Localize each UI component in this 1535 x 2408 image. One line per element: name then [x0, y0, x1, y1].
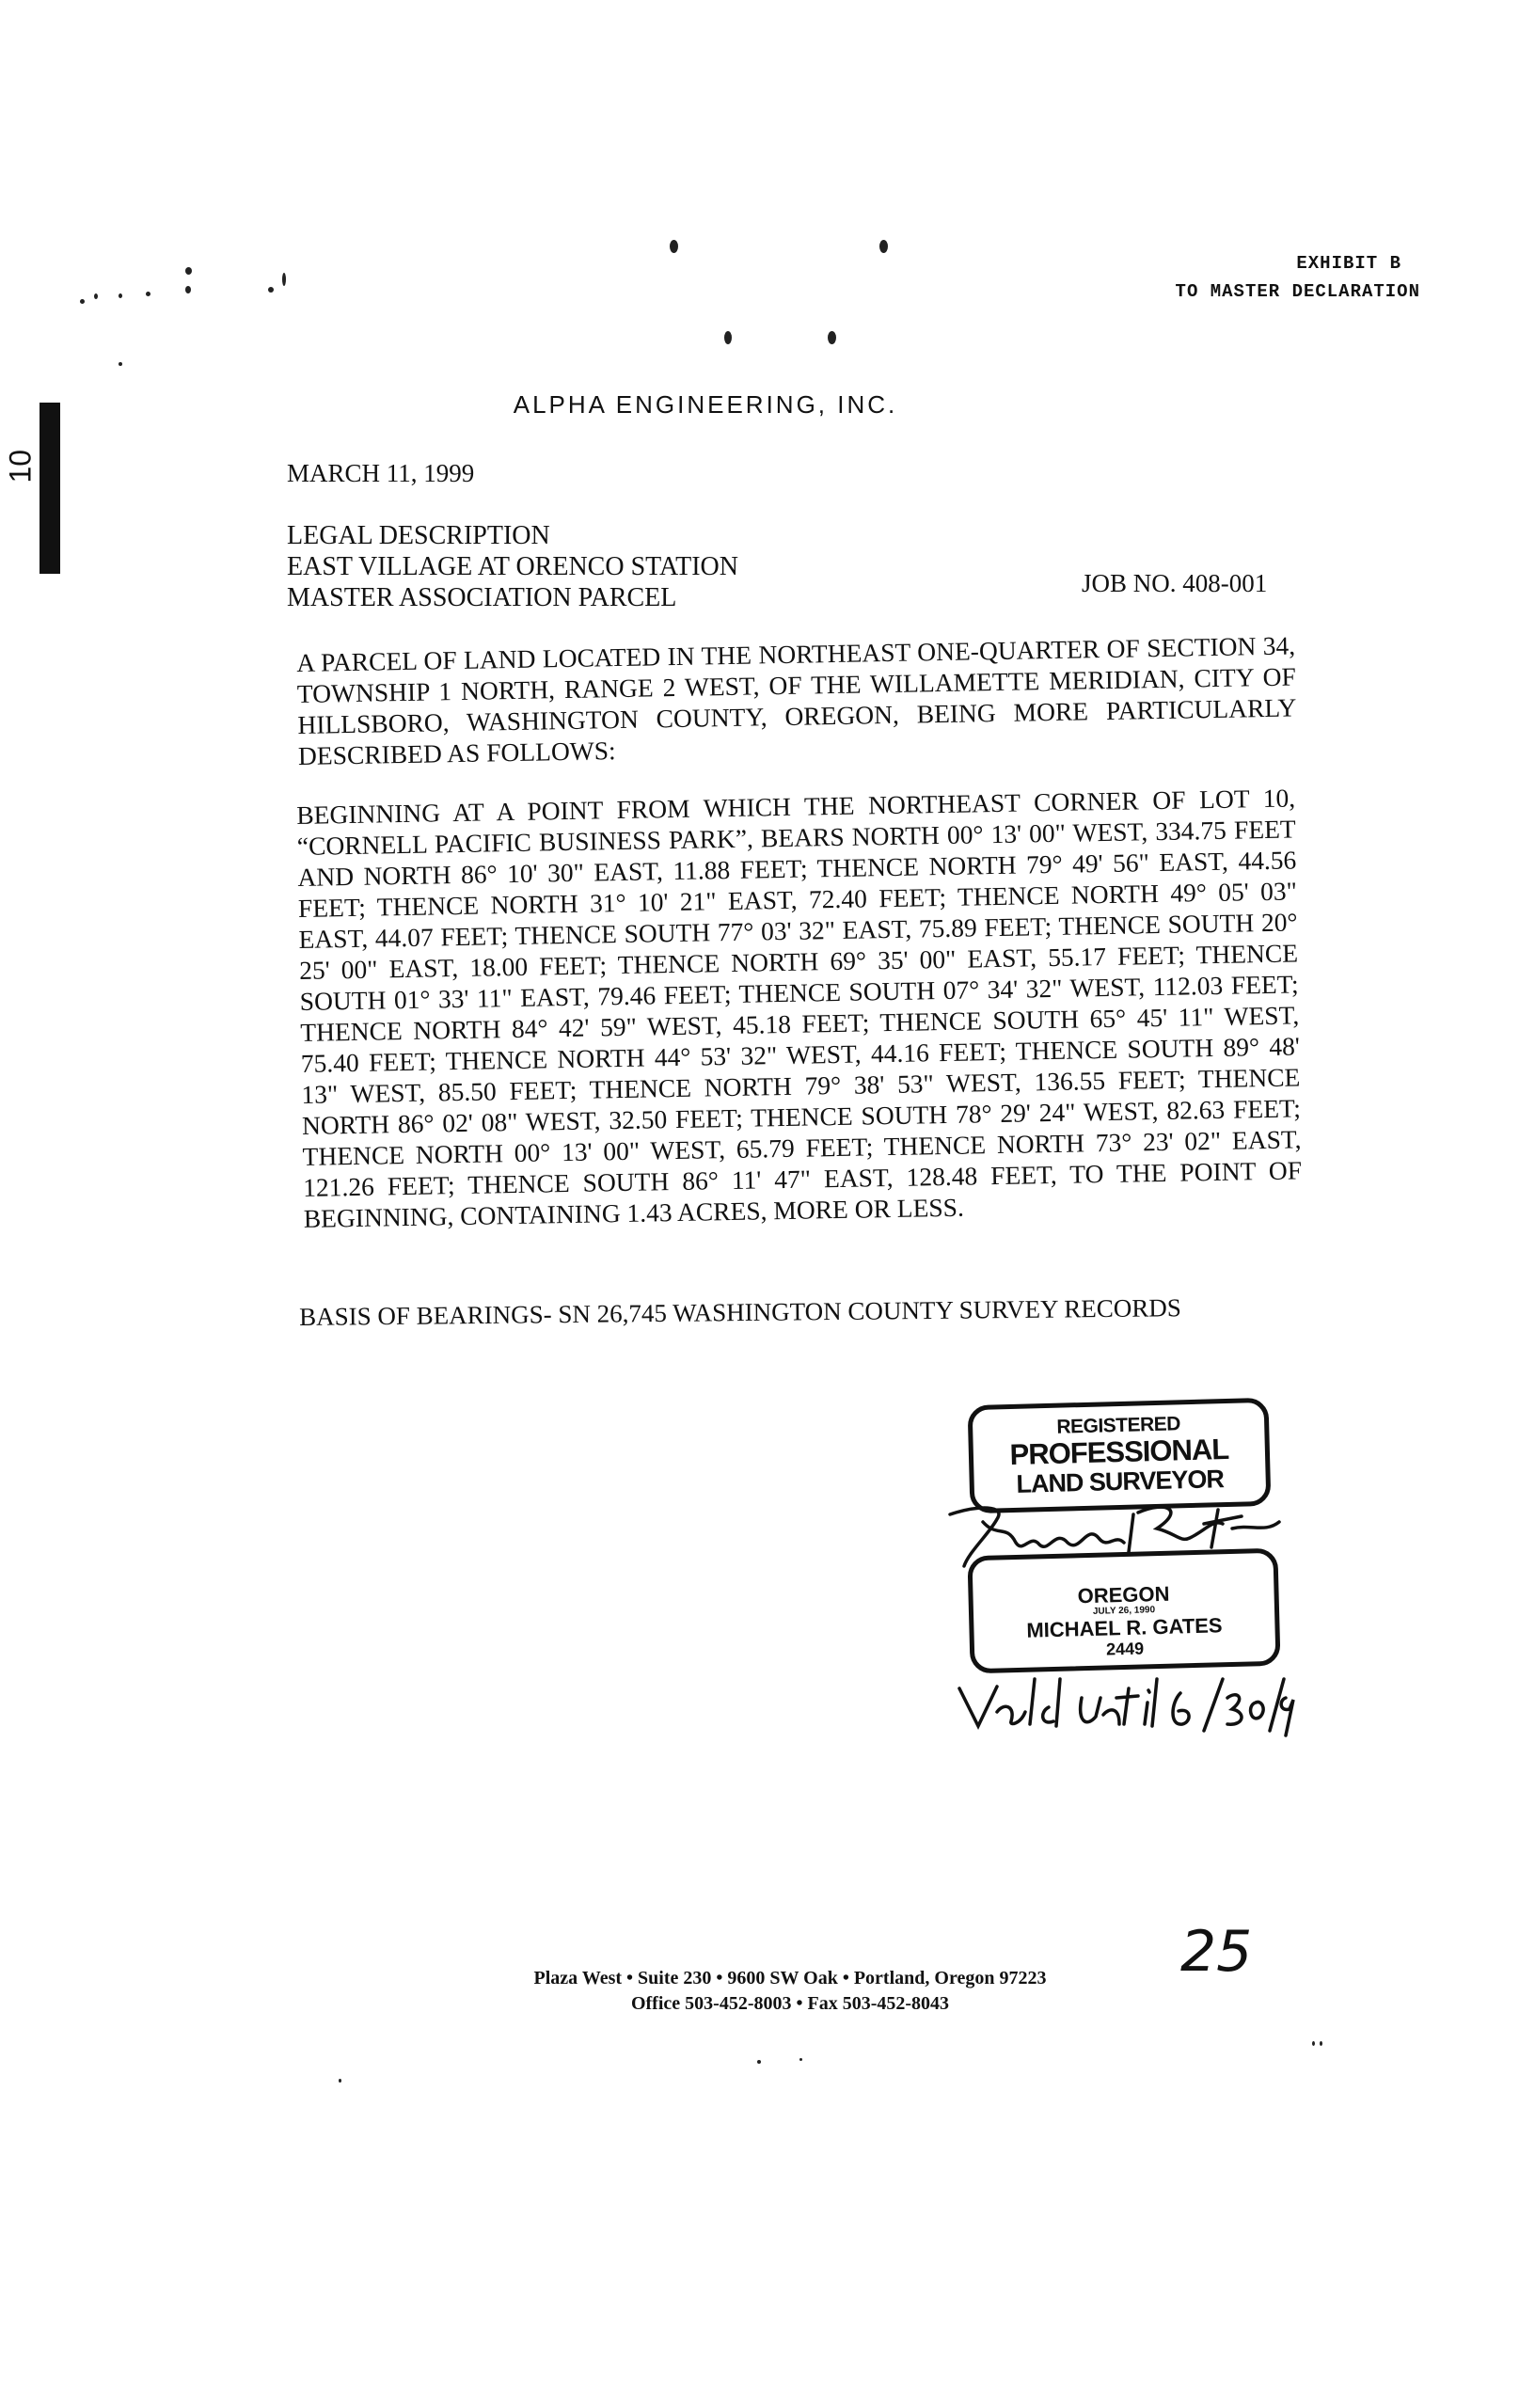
company-name: ALPHA ENGINEERING, INC. [513, 390, 898, 419]
job-number: JOB NO. 408-001 [1082, 569, 1268, 597]
margin-number: 10 [3, 449, 38, 483]
stamp-line-land-surveyor: LAND SURVEYOR [1016, 1465, 1225, 1498]
stamp-license-number: 2449 [1105, 1639, 1145, 1659]
surveyor-stamp-bottom [967, 1548, 1280, 1674]
company-footer [376, 1966, 1204, 2017]
legal-heading [287, 520, 738, 613]
stamp-line-registered: REGISTERED [1056, 1413, 1181, 1438]
stamp-surveyor-name: MICHAEL R. GATES [1026, 1613, 1223, 1642]
legal-heading-line-2: EAST VILLAGE AT ORENCO STATION [287, 552, 738, 581]
exhibit-line-1: EXHIBIT B [1296, 253, 1401, 274]
legal-heading-line-1: LEGAL DESCRIPTION [287, 521, 550, 550]
footer-phone-fax: Office 503-452-8003 • Fax 503-452-8043 [630, 1993, 950, 2014]
stamp-date: JULY 26, 1990 [1092, 1605, 1156, 1617]
page-number: 25 [1180, 1919, 1253, 1985]
document-date: MARCH 11, 1999 [287, 459, 475, 487]
exhibit-line-2: TO MASTER DECLARATION [1175, 281, 1420, 302]
scan-speck [1312, 2041, 1315, 2046]
scan-speck [757, 2060, 761, 2064]
margin-bar [40, 403, 60, 574]
legal-heading-line-3: MASTER ASSOCIATION PARCEL [287, 583, 677, 612]
stamp-line-professional: PROFESSIONAL [1009, 1432, 1229, 1472]
parcel-location-paragraph: A PARCEL OF LAND LOCATED IN THE NORTHEAST ONE-QUARTER OF SECTION 34, TOWNSHIP 1 NORTH, RANGE 2 WEST, OF THE WILLAMETTE MERIDIAN, CITY OF HILLSBORO, WASHINGTON COUNTY, OREGON, BEING MORE PARTICULARLY DESCRIBED AS FOLLOWS: [296, 630, 1297, 770]
basis-of-bearings: BASIS OF BEARINGS- SN 26,745 WASHINGTON COUNTY SURVEY RECORDS [299, 1293, 1181, 1331]
scan-speck [1320, 2041, 1322, 2046]
exhibit-label [1100, 249, 1420, 306]
scan-speck [799, 2058, 802, 2061]
stamp-state: OREGON [1077, 1581, 1170, 1608]
scan-speck [339, 2079, 341, 2083]
footer-address: Plaza West • Suite 230 • 9600 SW Oak • Portland, Oregon 97223 [533, 1968, 1047, 1988]
metes-and-bounds-paragraph: BEGINNING AT A POINT FROM WHICH THE NORTHEAST CORNER OF LOT 10, “CORNELL PACIFIC BUSINESS PARK”, BEARS NORTH 00° 13' 00" WEST, 334.75 FEET AND NORTH 86° 10' 30" EAST, 11.88 FEET; THENCE NORTH 79° 49' 56" EAST, 44.56 FEET; THENCE NORTH 31° 10' 21" EAST, 72.40 FEET; THENCE NORTH 49° 05' 03" EAST, 44.07 FEET; THENCE SOUTH 77° 03' 32" EAST, 75.89 FEET; THENCE SOUTH 20° 25' 00" EAST, 18.00 FEET; THENCE NORTH 69° 35' 00" EAST, 55.17 FEET; THENCE SOUTH 01° 33' 11" EAST, 79.46 FEET; THENCE SOUTH 07° 34' 32" WEST, 112.03 FEET; THENCE NORTH 84° 42' 59" WEST, 45.18 FEET; THENCE SOUTH 65° 45' 11" WEST, 75.40 FEET; THENCE NORTH 44° 53' 32" WEST, 44.16 FEET; THENCE SOUTH 89° 48' 13" WEST, 85.50 FEET; THENCE NORTH 79° 38' 53" WEST, 136.55 FEET; THENCE NORTH 86° 02' 08" WEST, 32.50 FEET; THENCE SOUTH 78° 29' 24" WEST, 82.63 FEET; THENCE NORTH 00° 13' 00" WEST, 65.79 FEET; THENCE NORTH 73° 23' 02" EAST, 121.26 FEET; THENCE SOUTH 86° 11' 47" EAST, 128.48 FEET, TO THE POINT OF BEGINNING, CONTAINING 1.43 ACRES, MORE OR LESS. [296, 783, 1303, 1233]
validity-handwriting [945, 1670, 1303, 1745]
